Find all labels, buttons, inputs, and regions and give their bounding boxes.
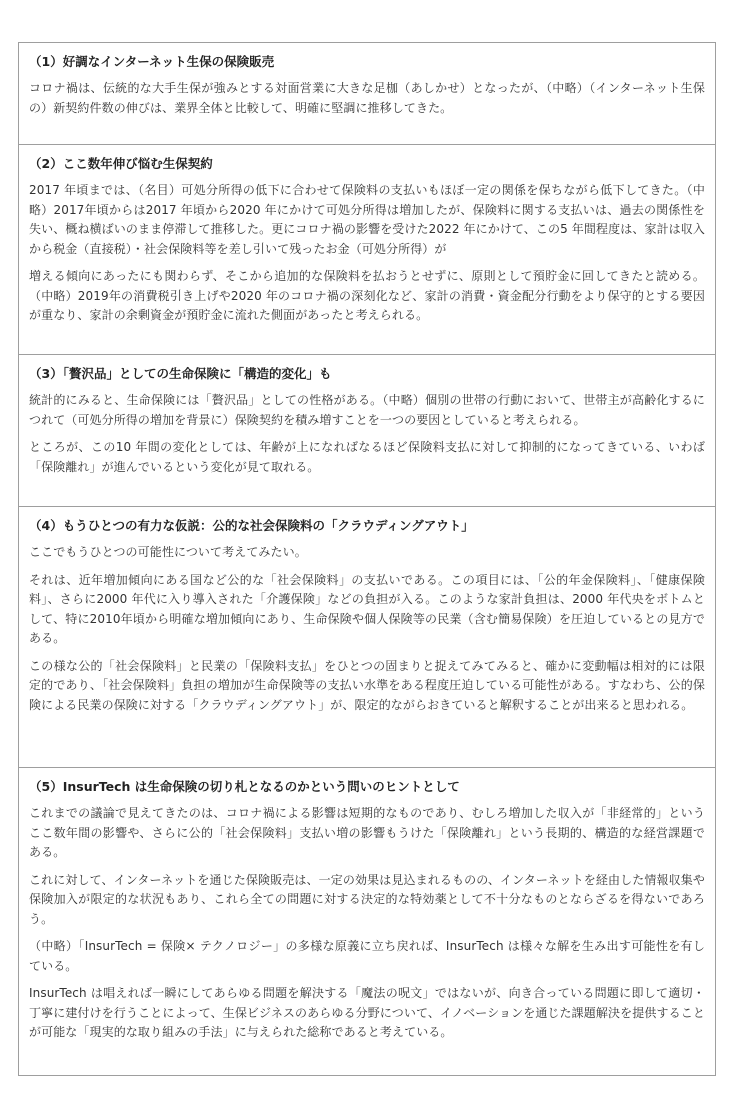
paragraph: InsurTech は唱えれば一瞬にしてあらゆる問題を解決する「魔法の呪文」ではないが、向き合っている問題に即して適切・丁寧に建付けを行うことによって、生保ビジネスのあらゆる分野について、イノベーションを通じた課題解決を提供することが可能な「現実的な取り組みの手法」に与えられた総称であると考えている。 xyxy=(29,986,705,1039)
paragraph: これに対して、インターネットを通じた保険販売は、一定の効果は見込まれるものの、インターネットを経由した情報収集や保険加入が限定的な状況もあり、これら全ての問題に対する決定的な特効薬として不十分なものとならざるを得ないであろう。 xyxy=(29,872,705,926)
paragraph: ここでもうひとつの可能性について考えてみたい。 xyxy=(29,545,307,559)
document-frame xyxy=(18,42,716,1076)
section-3 xyxy=(19,355,715,507)
section-heading: （3）「贅沢品」としての生命保険に「構造的変化」も xyxy=(29,366,332,381)
paragraph: 2017 年頃までは、（名目）可処分所得の低下に合わせて保険料の支払いもほぼ一定の関係を保ちながら低下してきた。（中略）2017年頃からは2017 年頃から2020 年にかけて可処分所得は増加したが、保険料に関する支払いは、過去の関係性を失い、概ね横ばいのまま停滞して推移した。更にコロナ禍の影響を受けた2022 年にかけて、この5 年間程度は、家計は収入から税金（直接税）・社会保険料等を差し引いて残ったお金（可処分所得）が xyxy=(29,183,705,256)
paragraph: それは、近年増加傾向にある国など公的な「社会保険料」の支払いである。この項目には、「公的年金保険料」、「健康保険料」、さらに2000 年代に入り導入された「介護保険」などの負担が入る。このような家計負担は、2000 年代央をボトムとして、特に2010年頃から明確な増加傾向にあり、生命保険や個人保険等の民業（含む簡易保険）を圧迫しているとの見方である。 xyxy=(29,572,705,645)
section-1 xyxy=(19,43,715,145)
paragraph: コロナ禍は、伝統的な大手生保が強みとする対面営業に大きな足枷（あしかせ）となったが、（中略）（インターネット生保の）新契約件数の伸びは、業界全体と比較して、明確に堅調に推移してきた。 xyxy=(29,81,705,115)
paragraph: この様な公的「社会保険料」と民業の「保険料支払」をひとつの固まりと捉えてみてみると、確かに変動幅は相対的には限定的であり、「社会保険料」負担の増加が生命保険等の支払い水準をある程度圧迫している可能性がある。すなわち、公的保険による民業の保険に対する「クラウディングアウト」が、限定的ながらおきていると解釈することが出来ると思われる。 xyxy=(29,658,705,712)
section-heading: （2）ここ数年伸び悩む生保契約 xyxy=(29,156,213,171)
section-heading: （1）好調なインターネット生保の保険販売 xyxy=(29,54,275,69)
section-heading: （4）もうひとつの有力な仮説：公的な社会保険料の「クラウディングアウト」 xyxy=(29,518,474,533)
section-2 xyxy=(19,145,715,355)
section-4 xyxy=(19,507,715,768)
section-heading: （5）InsurTech は生命保険の切り札となるのかという問いのヒントとして xyxy=(29,779,460,794)
paragraph: （中略）「InsurTech = 保険× テクノロジー」の多様な原義に立ち戻れば、InsurTech は様々な解を生み出す可能性を有している。 xyxy=(29,939,705,973)
section-5 xyxy=(19,768,715,1052)
paragraph: これまでの議論で見えてきたのは、コロナ禍による影響は短期的なものであり、むしろ増加した収入が「非経常的」というここ数年間の影響や、さらに公的「社会保険料」支払い増の影響もうけた「保険離れ」という長期的、構造的な経営課題である。 xyxy=(29,806,705,859)
paragraph: 統計的にみると、生命保険には「贅沢品」としての性格がある。（中略）個別の世帯の行動において、世帯主が高齢化するにつれて（可処分所得の増加を背景に）保険契約を積み増すことを一つの要因としていると考えられる。 xyxy=(29,393,705,427)
paragraph: 増える傾向にあったにも関わらず、そこから追加的な保険料を払おうとせずに、原則として預貯金に回してきたと読める。（中略）2019年の消費税引き上げや2020 年のコロナ禍の深刻化など、家計の消費・資金配分行動をより保守的とする要因が重なり、家計の余剰資金が預貯金に流れた側面があったと考えられる。 xyxy=(29,269,705,322)
paragraph: ところが、この10 年間の変化としては、年齢が上になればなるほど保険料支払に対して抑制的になってきている、いわば「保険離れ」が進んでいるという変化が見て取れる。 xyxy=(29,440,705,474)
